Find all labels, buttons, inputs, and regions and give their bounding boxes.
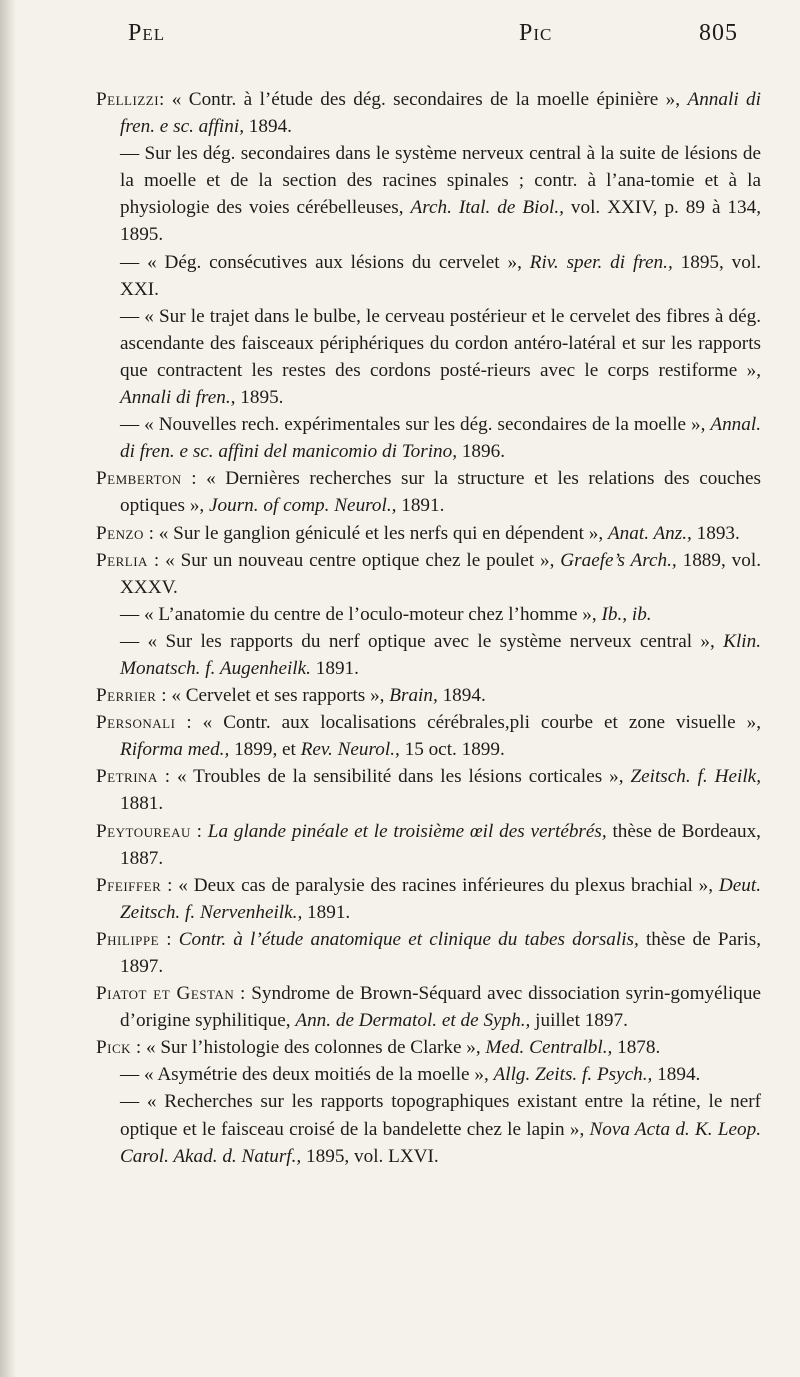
entry-date: 1891.	[302, 901, 351, 923]
entry-date: 1895, vol. XXI.	[120, 251, 761, 300]
journal-title: Ann. de Dermatol. et de Syph.,	[295, 1010, 531, 1032]
author-name: Piatot et Gestan	[96, 983, 235, 1005]
entry-text: — « Recherches sur les rapports topographiques existant entre la rétine, le nerf optique et le faisceau croisé de la bandelette chez le lapin »,	[120, 1091, 761, 1140]
bibliography-subentry	[96, 411, 761, 465]
journal-title: Graefe’s Arch.,	[560, 549, 677, 571]
bibliography-entry	[96, 926, 761, 980]
entry-text: : « Contr. aux localisations cérébrales,pli courbe et zone visuelle »,	[175, 712, 761, 734]
journal-title: Annali di fren.,	[120, 387, 236, 409]
bibliography-entry	[96, 682, 761, 709]
journal-title: Klin. Monatsch. f. Augenheilk.	[120, 630, 761, 679]
journal-title: Zeitsch. f. Heilk,	[630, 766, 761, 788]
bibliography-entries	[96, 86, 761, 1170]
journal-title: Rev. Neurol.,	[300, 739, 400, 761]
journal-title: Med. Centralbl.,	[485, 1037, 613, 1059]
page-binding-shadow	[0, 0, 16, 1377]
entry-date: 1891.	[396, 495, 445, 517]
entry-text: :	[159, 928, 179, 950]
entry-date: 1894.	[244, 116, 292, 138]
entry-date: 1895.	[235, 387, 284, 409]
entry-text: : « Sur le ganglion géniculé et les nerfs qui en dépendent »,	[143, 522, 608, 544]
entry-text: : « Sur un nouveau centre optique chez le poulet »,	[147, 549, 561, 571]
entry-date: 1894.	[437, 685, 486, 707]
entry-text: : « Contr. à l’étude des dég. secondaires de la moelle épinière »,	[159, 89, 688, 110]
author-name: Pemberton	[96, 468, 182, 490]
bibliography-entry	[96, 547, 761, 601]
page-number: 805	[699, 20, 738, 46]
entry-date: 15 oct. 1899.	[399, 739, 505, 761]
journal-title: Deut. Zeitsch. f. Nervenheilk.,	[120, 874, 761, 923]
entry-date: 1881.	[120, 793, 164, 815]
bibliography-entry	[96, 709, 761, 763]
bibliography-entry	[96, 1034, 761, 1061]
bibliography-entry	[96, 818, 761, 872]
entry-text: :	[190, 820, 208, 842]
author-name: Petrina	[96, 766, 158, 788]
bibliography-entry	[96, 520, 761, 547]
bibliography-entry	[96, 86, 761, 140]
entry-text: — « Dég. consécutives aux lésions du cervelet »,	[120, 251, 530, 273]
author-name: Pellizzi	[96, 89, 160, 110]
journal-title: Nova Acta d. K. Leop. Carol. Akad. d. Naturf.,	[120, 1118, 761, 1167]
bibliography-subentry	[96, 601, 761, 628]
journal-title: La glande pinéale et le troisième œil des vertébrés,	[207, 820, 607, 842]
journal-title: Riv. sper. di fren.,	[529, 251, 673, 273]
journal-title: Arch. Ital. de Biol.,	[410, 197, 564, 219]
journal-title: Riforma med.,	[120, 739, 230, 761]
entry-date: 1893.	[691, 522, 740, 544]
entry-date: 1894.	[652, 1064, 701, 1086]
running-head-center: Pic	[519, 20, 553, 46]
entry-date: thèse de Paris, 1897.	[120, 928, 761, 977]
bibliography-entry	[96, 872, 761, 926]
entry-text: : « Dernières recherches sur la structure et les relations des couches optiques »,	[120, 468, 761, 517]
author-name: Pfeiffer	[96, 874, 162, 896]
author-name: Penzo	[96, 522, 144, 544]
running-head-left: Pel	[128, 20, 166, 46]
entry-text: — « Sur les rapports du nerf optique avec le système nerveux central »,	[120, 630, 724, 652]
author-name: Perlia	[96, 549, 148, 571]
author-name: Perrier	[96, 685, 157, 707]
bibliography-entry	[96, 763, 761, 817]
bibliography-entry	[96, 980, 761, 1034]
journal-title: Annali di fren. e sc. affini,	[120, 89, 761, 138]
journal-title: Allg. Zeits. f. Psych.,	[493, 1064, 653, 1086]
entry-text: — « L’anatomie du centre de l’oculo-moteur chez l’homme »,	[120, 603, 602, 625]
entry-text: — « Sur le trajet dans le bulbe, le cerveau postérieur et le cervelet des fibres à dég. ascendante des faisceaux périphériques du cordon antéro-latéral et sur les rapports que contractent les restes des cordons posté-rieurs avec le corps restiforme »,	[120, 305, 761, 381]
journal-title: Contr. à l’étude anatomique et clinique du tabes dorsalis,	[178, 928, 639, 950]
entry-date: thèse de Bordeaux, 1887.	[120, 820, 761, 869]
entry-date: vol. XXIV, p. 89 à 134, 1895.	[120, 197, 761, 246]
running-head	[128, 20, 738, 48]
entry-date: 1891.	[310, 657, 359, 679]
journal-title: Brain,	[389, 685, 438, 707]
entry-date: 1878.	[612, 1037, 661, 1059]
author-name: Pick	[96, 1037, 132, 1059]
journal-title: Journ. of comp. Neurol.,	[209, 495, 397, 517]
bibliography-entry	[96, 465, 761, 519]
entry-text: : « Sur l’histologie des colonnes de Clarke »,	[131, 1037, 486, 1059]
entry-text: : Syndrome de Brown-Séquard avec dissociation syrin-gomyélique d’origine syphilitique,	[120, 983, 761, 1032]
entry-text: : « Troubles de la sensibilité dans les lésions corticales »,	[157, 766, 631, 788]
bibliography-subentry	[96, 249, 761, 303]
journal-title: Ib., ib.	[601, 603, 652, 625]
entry-date: 1899, et	[229, 739, 301, 761]
entry-text: — « Asymétrie des deux moitiés de la moelle »,	[120, 1064, 494, 1086]
bibliography-subentry	[96, 1088, 761, 1169]
entry-text: — Sur les dég. secondaires dans le système nerveux central à la suite de lésions de la moelle et de la section des racines spinales ; contr. à l’ana-tomie et à la physiologie des voies cérébelleuses,	[120, 143, 761, 219]
bibliography-subentry	[96, 628, 761, 682]
entry-date: 1889, vol. XXXV.	[120, 549, 761, 598]
bibliography-subentry	[96, 303, 761, 411]
journal-title: Annal. di fren. e sc. affini del manicomio di Torino,	[120, 414, 761, 463]
author-name: Philippe	[96, 928, 160, 950]
entry-date: juillet 1897.	[530, 1010, 628, 1032]
entry-text: : « Deux cas de paralysie des racines inférieures du plexus brachial »,	[161, 874, 719, 896]
entry-date: 1895, vol. LXVI.	[301, 1145, 439, 1167]
author-name: Peytoureau	[96, 820, 191, 842]
entry-text: — « Nouvelles rech. expérimentales sur les dég. secondaires de la moelle »,	[120, 414, 711, 436]
entry-date: 1896.	[457, 441, 505, 463]
bibliography-subentry	[96, 1061, 761, 1088]
bibliography-subentry	[96, 140, 761, 248]
journal-title: Anat. Anz.,	[607, 522, 692, 544]
entry-text: : « Cervelet et ses rapports »,	[156, 685, 390, 707]
author-name: Personali	[96, 712, 176, 734]
